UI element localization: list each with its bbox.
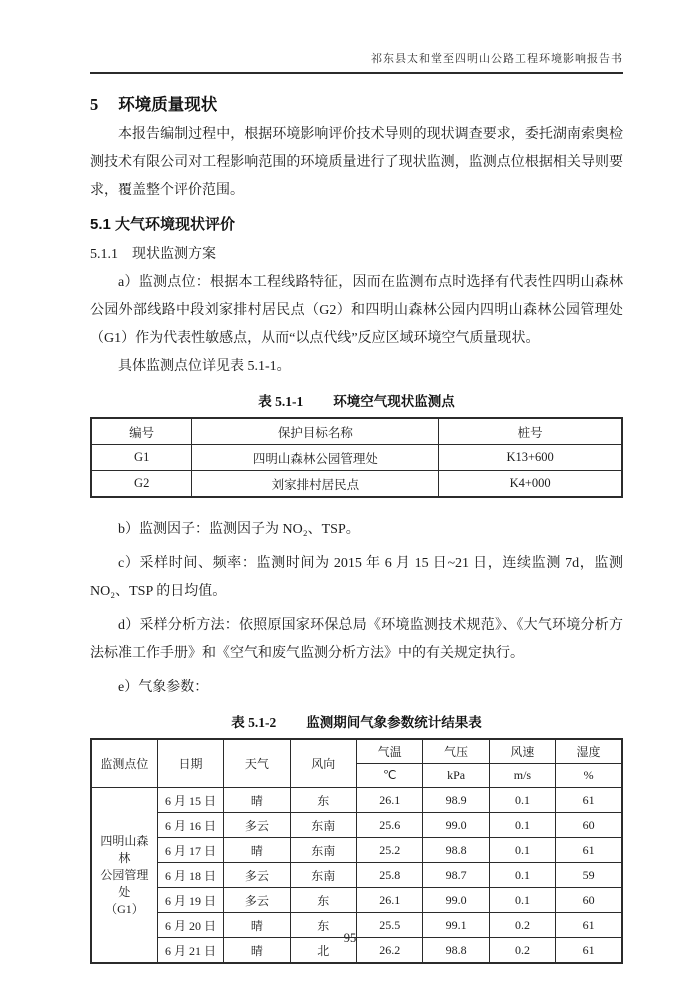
table1-caption-title: 环境空气现状监测点 <box>333 394 455 409</box>
table-cell: 25.2 <box>357 838 423 863</box>
table-cell: 6 月 16 日 <box>157 813 223 838</box>
spacer <box>90 498 623 510</box>
table-cell: 0.1 <box>489 788 555 813</box>
table-cell: 25.6 <box>357 813 423 838</box>
section-5-1-1-number: 5.1.1 <box>90 247 118 262</box>
table-cell: 61 <box>556 913 622 938</box>
see-table-paragraph: 具体监测点位详见表 5.1-1。 <box>118 359 291 374</box>
table-cell: G2 <box>91 471 192 498</box>
col-header-pressure: 气压 <box>423 739 489 764</box>
table2-caption-label: 表 5.1-2 <box>231 715 277 730</box>
table-cell: 北 <box>290 938 356 964</box>
col-header-temperature: 气温 <box>357 739 423 764</box>
table-cell: 61 <box>556 838 622 863</box>
table-cell: 0.1 <box>489 838 555 863</box>
table-cell: 60 <box>556 888 622 913</box>
table-cell: 60 <box>556 813 622 838</box>
table-cell: 26.2 <box>357 938 423 964</box>
col-header-id: 编号 <box>91 418 192 445</box>
section-5-heading <box>90 91 623 115</box>
site-line: 公园管理处 <box>100 867 149 899</box>
table-row <box>91 471 622 498</box>
table-row <box>91 788 622 813</box>
unit-meters-per-second: m/s <box>489 764 555 788</box>
running-header <box>90 50 623 74</box>
intro-paragraph: 本报告编制过程中，根据环境影响评价技术导则的现状调查要求，委托湖南索奥检测技术有限公司对工程影响范围的环境质量进行了现状监测，监测点位根据相关导则要求，覆盖整个评价范围。 <box>90 127 623 198</box>
table-cell: 26.1 <box>357 788 423 813</box>
table2-caption <box>90 711 623 731</box>
table-row <box>91 445 622 471</box>
table-cell: 6 月 21 日 <box>157 938 223 964</box>
table-cell: 东南 <box>290 863 356 888</box>
table-header-row-labels <box>91 739 622 764</box>
table-cell: 25.5 <box>357 913 423 938</box>
col-header-stake-number: 桩号 <box>439 418 622 445</box>
col-header-humidity: 湿度 <box>556 739 622 764</box>
table-cell: 25.8 <box>357 863 423 888</box>
table-cell: 99.0 <box>423 813 489 838</box>
table-cell: 东南 <box>290 813 356 838</box>
site-line: 四明山森林 <box>100 833 149 865</box>
table-cell: 59 <box>556 863 622 888</box>
table-cell: 东 <box>290 788 356 813</box>
table-cell: 晴 <box>224 838 290 863</box>
table-cell: 26.1 <box>357 888 423 913</box>
section-5-1-1-title: 现状监测方案 <box>132 247 216 262</box>
table-cell: 61 <box>556 788 622 813</box>
table-cell: 晴 <box>224 913 290 938</box>
page-number: 95 <box>343 931 357 945</box>
col-header-wind-speed: 风速 <box>489 739 555 764</box>
section-5-title: 环境质量现状 <box>118 96 218 114</box>
table-cell: 0.2 <box>489 913 555 938</box>
table-cell: 6 月 15 日 <box>157 788 223 813</box>
item-d-paragraph: d）采样分析方法：依照原国家环保总局《环境监测技术规范》、《大气环境分析方法标准工作手册》和《空气和废气监测分析方法》中的有关规定执行。 <box>90 618 623 661</box>
table-cell: 东 <box>290 913 356 938</box>
table-cell: 晴 <box>224 788 290 813</box>
col-header-date: 日期 <box>157 739 223 788</box>
table-cell: 6 月 20 日 <box>157 913 223 938</box>
item-c-paragraph: c）采样时间、频率：监测时间为 2015 年 6 月 15 日~21 日，连续监测 7d，监测 NO₂、TSP 的日均值。 <box>90 556 623 599</box>
table-cell: K13+600 <box>439 445 622 471</box>
table-cell: 四明山森林公园管理处 <box>192 445 439 471</box>
table-cell: 刘家排村居民点 <box>192 471 439 498</box>
table-cell: 98.8 <box>423 938 489 964</box>
table-cell: 多云 <box>224 813 290 838</box>
col-header-protection-target: 保护目标名称 <box>192 418 439 445</box>
table-cell: 61 <box>556 938 622 964</box>
table-cell: 0.1 <box>489 813 555 838</box>
item-a-paragraph: a）监测点位：根据本工程线路特征，因而在监测布点时选择有代表性四明山森林公园外部线路中段刘家排村居民点（G2）和四明山森林公园内四明山森林公园管理处（G1）作为代表性敏感点，从而“以点代线”反应区域环境空气质量现状。 <box>90 275 623 346</box>
table-cell: 0.1 <box>489 888 555 913</box>
table-cell: 0.2 <box>489 938 555 964</box>
table-cell: G1 <box>91 445 192 471</box>
unit-kpa: kPa <box>423 764 489 788</box>
table-cell: K4+000 <box>439 471 622 498</box>
table-cell: 6 月 19 日 <box>157 888 223 913</box>
table-header-row <box>91 418 622 445</box>
col-header-site: 监测点位 <box>91 739 157 788</box>
table-row <box>91 888 622 913</box>
section-5-number: 5 <box>90 95 99 114</box>
unit-celsius: ℃ <box>357 764 423 788</box>
col-header-weather: 天气 <box>224 739 290 788</box>
table-cell: 东 <box>290 888 356 913</box>
item-e-paragraph: e）气象参数： <box>118 680 209 695</box>
table-cell: 多云 <box>224 863 290 888</box>
unit-percent: % <box>556 764 622 788</box>
table-row <box>91 863 622 888</box>
table-cell: 东南 <box>290 838 356 863</box>
table-cell: 99.0 <box>423 888 489 913</box>
table-cell: 6 月 18 日 <box>157 863 223 888</box>
table1-caption-label: 表 5.1-1 <box>258 394 304 409</box>
table1-caption <box>90 390 623 410</box>
table2-caption-title: 监测期间气象参数统计结果表 <box>306 715 482 730</box>
table-cell: 99.1 <box>423 913 489 938</box>
item-b-paragraph: b）监测因子：监测因子为 NO₂、TSP。 <box>118 522 360 537</box>
table-row <box>91 813 622 838</box>
section-5-1-heading: 5.1 大气环境现状评价 <box>90 216 236 233</box>
table-cell: 6 月 17 日 <box>157 838 223 863</box>
section-5-1-1-heading <box>90 243 623 263</box>
site-line: （G1） <box>105 901 144 916</box>
table-cell: 98.8 <box>423 838 489 863</box>
table-cell: 多云 <box>224 888 290 913</box>
table-row <box>91 838 622 863</box>
table-cell: 0.1 <box>489 863 555 888</box>
table-cell: 98.9 <box>423 788 489 813</box>
col-header-wind-direction: 风向 <box>290 739 356 788</box>
table-cell: 晴 <box>224 938 290 964</box>
table-cell: 98.7 <box>423 863 489 888</box>
header-title: 祁东县太和堂至四明山公路工程环境影响报告书 <box>371 53 623 65</box>
monitoring-points-table <box>90 417 623 498</box>
